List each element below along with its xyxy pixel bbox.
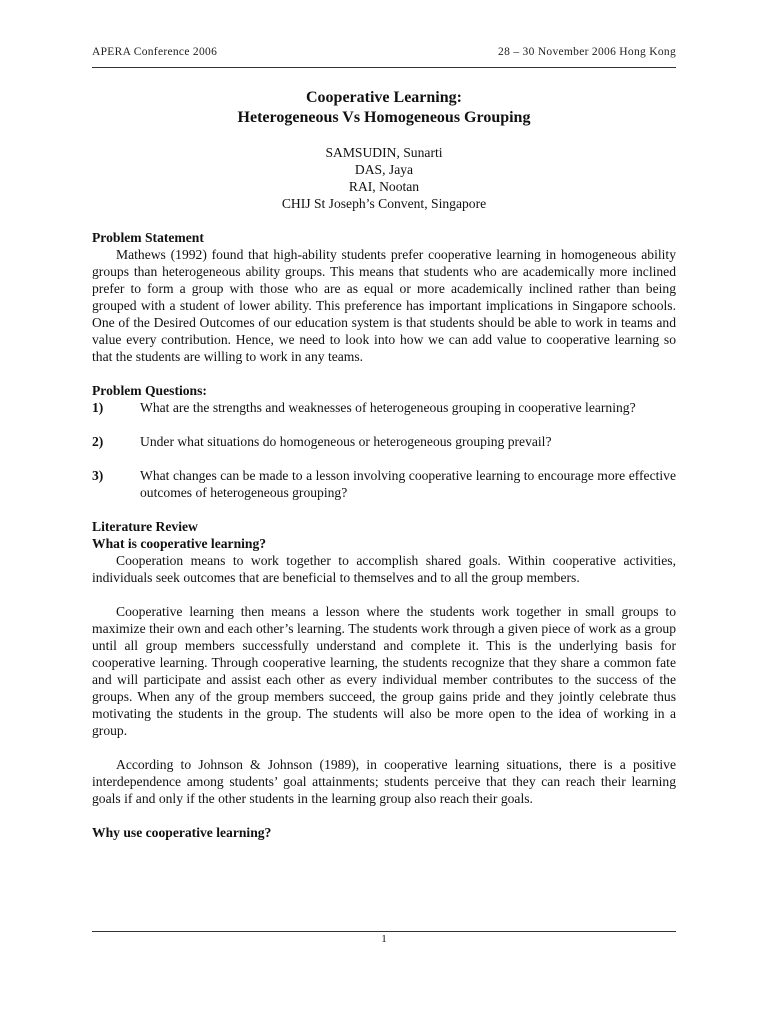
header-rule (92, 67, 676, 68)
problem-statement-heading: Problem Statement (92, 230, 204, 245)
question-item (92, 467, 676, 501)
author-3: RAI, Nootan (348, 179, 420, 194)
page-number: 1 (381, 933, 387, 945)
why-use-section (92, 824, 676, 841)
literature-paragraph: Cooperation means to work together to accomplish shared goals. Within cooperative activities, individuals seek outcomes that are beneficial to themselves and to all the group members. (92, 553, 676, 585)
question-text: What changes can be made to a lesson involving cooperative learning to encourage more effective outcomes of heterogeneous grouping? (140, 468, 676, 500)
running-header (92, 46, 676, 58)
paper-title (92, 88, 676, 128)
title-line-1: Cooperative Learning: (306, 89, 462, 106)
literature-paragraph: According to Johnson & Johnson (1989), in cooperative learning situations, there is a positive interdependence among students’ goal attainments; students perceive that they can reach their learning goals if and only if the other students in the learning group also reach their goals. (92, 757, 676, 806)
problem-statement-text: Mathews (1992) found that high-ability students prefer cooperative learning in homogeneous ability groups than heterogeneous ability groups. This means that students who are academically more inclined prefer to form a group with those who are as equal or more academically inclined rather than being grouped with a student of lower ability. This preference has important implications in Singapore schools. One of the Desired Outcomes of our education system is that students should be able to work in teams and value every contribution. Hence, we need to look into how we can add value to cooperative learning so that the students are willing to work in any teams. (92, 247, 676, 364)
title-line-2: Heterogeneous Vs Homogeneous Grouping (237, 109, 531, 126)
header-date-location: 28 – 30 November 2006 Hong Kong (498, 46, 676, 58)
footer-rule (92, 931, 676, 932)
question-item (92, 433, 676, 450)
problem-statement-section (92, 229, 676, 365)
problem-questions-section (92, 382, 676, 501)
literature-paragraph: Cooperative learning then means a lesson where the students work together in small groups to maximize their own and each other’s learning. The students work through a given piece of work as a group until all group members successfully understand and complete it. This is the underlying basis for cooperative learning. Through cooperative learning, the students recognize that they share a common fate and will participate and assist each other as every individual member contributes to the success of the groups. When any of the group members succeed, the group gains pride and they jointly celebrate thus motivating the students in the group. The students will also be more open to the idea of working in a group. (92, 604, 676, 738)
question-number: 1) (92, 400, 104, 415)
literature-review-section (92, 518, 676, 807)
question-number: 2) (92, 434, 104, 449)
author-block (92, 144, 676, 212)
literature-review-heading: Literature Review (92, 519, 198, 534)
what-is-cooperative-learning-heading: What is cooperative learning? (92, 536, 267, 551)
question-text: What are the strengths and weaknesses of heterogeneous grouping in cooperative learning? (140, 400, 636, 415)
author-2: DAS, Jaya (354, 162, 414, 177)
main-content (92, 88, 676, 841)
author-affiliation: CHIJ St Joseph’s Convent, Singapore (281, 196, 487, 211)
why-use-heading: Why use cooperative learning? (92, 825, 272, 840)
question-number: 3) (92, 468, 104, 483)
author-1: SAMSUDIN, Sunarti (325, 145, 443, 160)
question-item (92, 399, 676, 416)
question-text: Under what situations do homogeneous or heterogeneous grouping prevail? (140, 434, 552, 449)
problem-questions-heading: Problem Questions: (92, 383, 207, 398)
header-conference: APERA Conference 2006 (92, 46, 218, 58)
